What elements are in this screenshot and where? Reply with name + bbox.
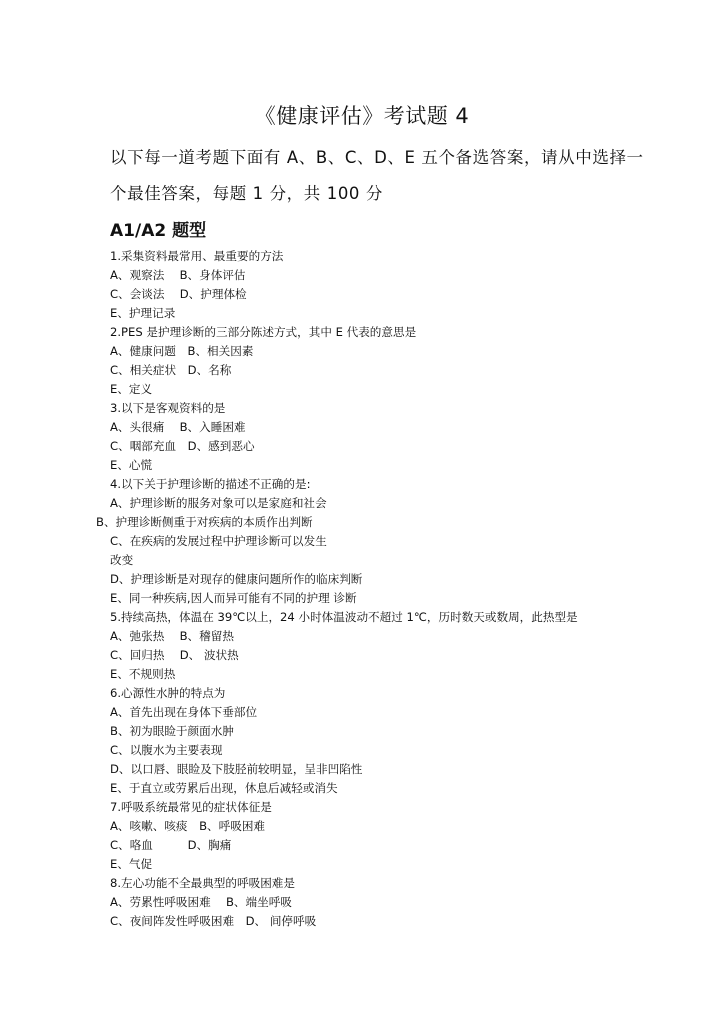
question-8-options-ab: A、劳累性呼吸困难 B、端坐呼吸 [110, 895, 292, 909]
question-list [96, 247, 578, 931]
question-5-stem: 5.持续高热，体温在 39℃以上，24 小时体温波动不超过 1℃，历时数天或数周，此热型是 [110, 610, 578, 624]
instructions-line-2: 个最佳答案，每题 1 分，共 100 分 [110, 184, 383, 203]
question-6-stem: 6.心源性水肿的特点为 [110, 686, 226, 700]
question-2-option-e: E、定义 [110, 382, 153, 396]
question-6-option-c: C、以腹水为主要表现 [110, 743, 223, 757]
question-4-option-a: A、护理诊断的服务对象可以是家庭和社会 [110, 496, 327, 510]
question-3-option-e: E、心慌 [110, 458, 153, 472]
question-2-options-cd: C、相关症状 D、名称 [110, 363, 232, 377]
question-4-option-e: E、同一种疾病,因人而异可能有不同的护理 诊断 [110, 591, 357, 605]
question-6-option-b: B、初为眼睑于颜面水肿 [110, 724, 234, 738]
question-2-stem: 2.PES 是护理诊断的三部分陈述方式，其中 E 代表的意思是 [110, 325, 417, 339]
question-6-option-d: D、以口唇、眼睑及下肢胫前较明显，呈非凹陷性 [110, 762, 363, 776]
question-7-options-ab: A、咳嗽、咳痰 B、呼吸困难 [110, 819, 266, 833]
question-3-options-ab: A、头很痛 B、入睡困难 [110, 420, 246, 434]
question-4-option-d: D、护理诊断是对现存的健康问题所作的临床判断 [110, 572, 363, 586]
question-5-options-cd: C、回归热 D、 波状热 [110, 648, 239, 662]
question-6-option-e: E、于直立或劳累后出现，休息后减轻或消失 [110, 781, 338, 795]
question-4-option-b: B、护理诊断侧重于对疾病的本质作出判断 [96, 515, 313, 529]
page-title: 《健康评估》考试题 4 [254, 104, 470, 128]
question-2-options-ab: A、健康问题 B、相关因素 [110, 344, 254, 358]
question-1-option-e: E、护理记录 [110, 306, 176, 320]
question-1-options-cd: C、会谈法 D、护理体检 [110, 287, 247, 301]
question-6-option-a: A、首先出现在身体下垂部位 [110, 705, 258, 719]
question-1-stem: 1.采集资料最常用、最重要的方法 [110, 249, 284, 263]
instructions-line-1: 以下每一道考题下面有 A、B、C、D、E 五个备选答案，请从中选择一 [110, 148, 644, 167]
question-5-options-ab: A、弛张热 B、稽留热 [110, 629, 234, 643]
question-4-option-c: C、在疾病的发展过程中护理诊断可以发生 [110, 534, 327, 548]
section-heading: A1/A2 题型 [110, 221, 207, 241]
question-1-options-ab: A、观察法 B、身体评估 [110, 268, 246, 282]
question-5-option-e: E、不规则热 [110, 667, 176, 681]
question-4-stem: 4.以下关于护理诊断的描述不正确的是: [110, 477, 311, 491]
question-7-options-cd: C、咯血 D、胸痛 [110, 838, 232, 852]
question-7-option-e: E、气促 [110, 857, 153, 871]
question-4-option-c-continued: 改变 [110, 553, 134, 567]
question-8-options-cd: C、夜间阵发性呼吸困难 D、 间停呼吸 [110, 914, 317, 928]
question-3-options-cd: C、咽部充血 D、感到恶心 [110, 439, 255, 453]
question-3-stem: 3.以下是客观资料的是 [110, 401, 226, 415]
question-7-stem: 7.呼吸系统最常见的症状体征是 [110, 800, 272, 814]
question-8-stem: 8.左心功能不全最典型的呼吸困难是 [110, 876, 295, 890]
